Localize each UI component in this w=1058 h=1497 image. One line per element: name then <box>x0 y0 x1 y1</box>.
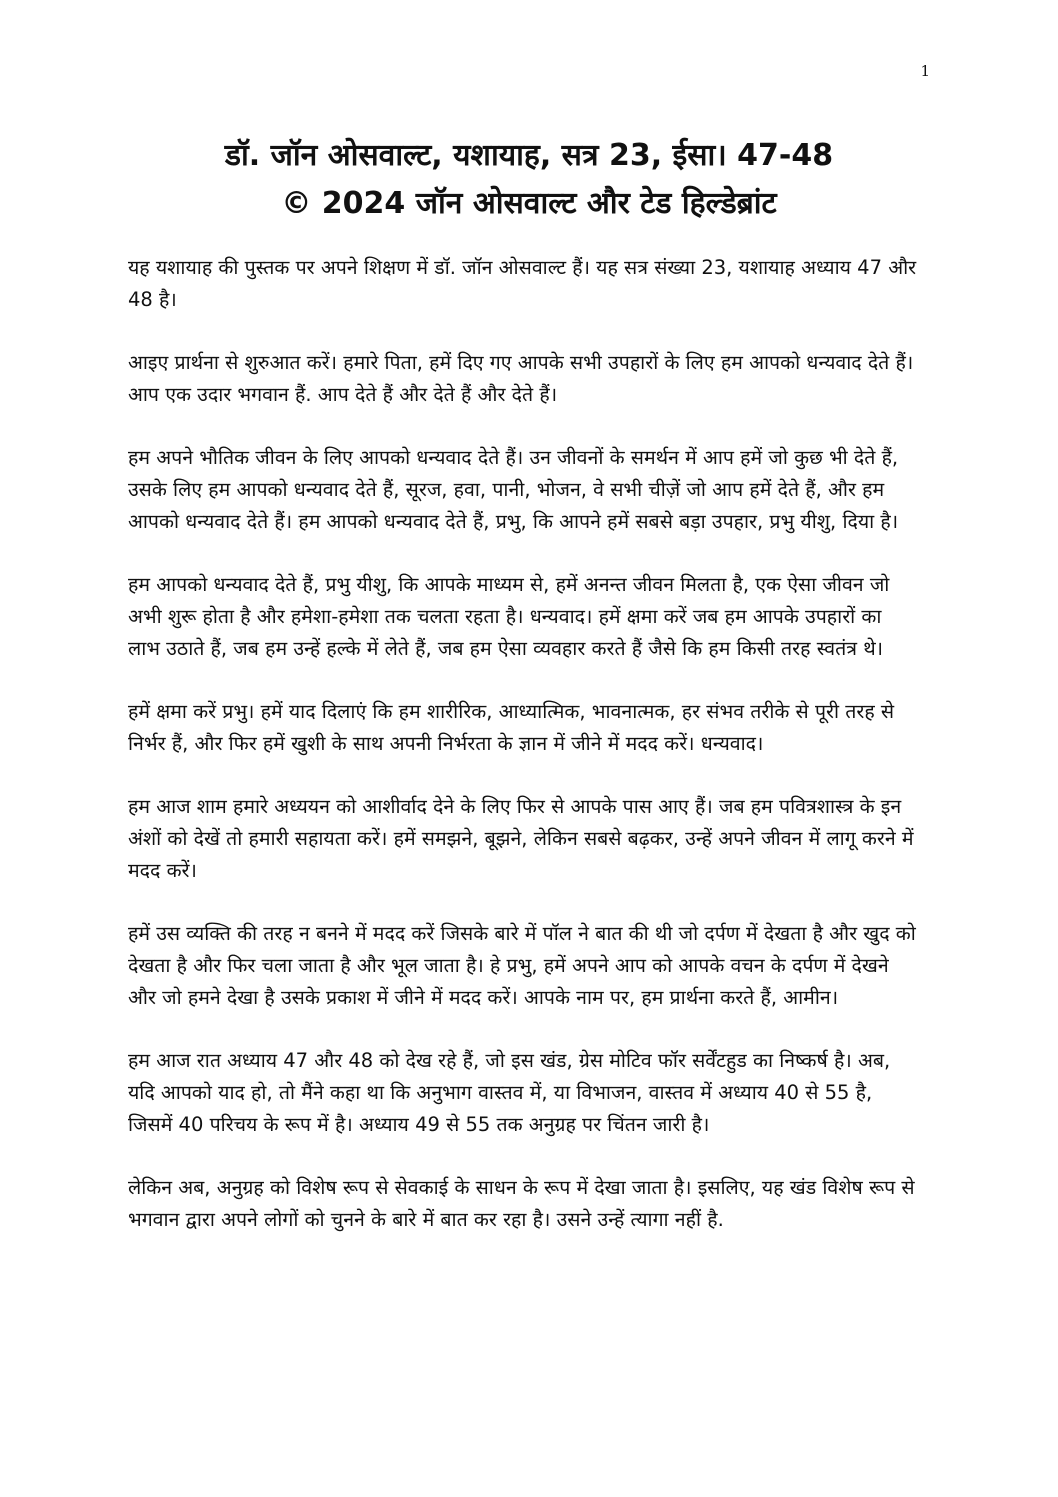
paragraph-1: यह यशायाह की पुस्तक पर अपने शिक्षण में डॉ. जॉन ओसवाल्ट हैं। यह सत्र संख्या 23, यशायाह अध्याय 47 और 48 है। <box>128 256 917 311</box>
paragraph-8: हम आज रात अध्याय 47 और 48 को देख रहे हैं, जो इस खंड, ग्रेस मोटिव फॉर सर्वेंटहुड का निष्कर्ष है। अब, यदि आपको याद हो, तो मैंने कहा था कि अनुभाग वास्तव में, या विभाजन, वास्तव में अध्याय 40 से 55 है, जिसमें 40 परिचय के रूप में है। अध्याय 49 से 55 तक अनुग्रह पर चिंतन जारी है। <box>128 1049 891 1136</box>
paragraph-5: हमें क्षमा करें प्रभु। हमें याद दिलाएं कि हम शारीरिक, आध्यात्मिक, भावनात्मक, हर संभव तरीके से पूरी तरह से निर्भर हैं, और फिर हमें खुशी के साथ अपनी निर्भरता के ज्ञान में जीने में मदद करें। धन्यवाद। <box>128 700 895 755</box>
paragraph-2: आइए प्रार्थना से शुरुआत करें। हमारे पिता, हमें दिए गए आपके सभी उपहारों के लिए हम आपको धन्यवाद देते हैं। आप एक उदार भगवान हैं. आप देते हैं और देते हैं और देते हैं। <box>128 351 914 406</box>
paragraph-4: हम आपको धन्यवाद देते हैं, प्रभु यीशु, कि आपके माध्यम से, हमें अनन्त जीवन मिलता है, एक ऐसा जीवन जो अभी शुरू होता है और हमेशा-हमेशा तक चलता रहता है। धन्यवाद। हमें क्षमा करें जब हम आपके उपहारों का लाभ उठाते हैं, जब हम उन्हें हल्के में लेते हैं, जब हम ऐसा व्यवहार करते हैं जैसे कि हम किसी तरह स्वतंत्र थे। <box>128 573 890 660</box>
paragraph-7: हमें उस व्यक्ति की तरह न बनने में मदद करें जिसके बारे में पॉल ने बात की थी जो दर्पण में देखता है और खुद को देखता है और फिर चला जाता है और भूल जाता है। हे प्रभु, हमें अपने आप को आपके वचन के दर्पण में देखने और जो हमने देखा है उसके प्रकाश में जीने में मदद करें। आपके नाम पर, हम प्रार्थना करते हैं, आमीन। <box>128 922 916 1009</box>
page-number: 1 <box>920 62 930 80</box>
title-line-2: © 2024 जॉन ओसवाल्ट और टेड हिल्डेब्रांट <box>281 186 777 221</box>
paragraph-6: हम आज शाम हमारे अध्ययन को आशीर्वाद देने के लिए फिर से आपके पास आए हैं। जब हम पवित्रशास्त्र के इन अंशों को देखें तो हमारी सहायता करें। हमें समझने, बूझने, लेकिन सबसे बढ़कर, उन्हें अपने जीवन में लागू करने में मदद करें। <box>128 795 914 882</box>
document-body <box>128 252 918 1267</box>
document-title <box>100 132 958 228</box>
title-line-1: डॉ. जॉन ओसवाल्ट, यशायाह, सत्र 23, ईसा। 47-48 <box>224 138 834 173</box>
paragraph-3: हम अपने भौतिक जीवन के लिए आपको धन्यवाद देते हैं। उन जीवनों के समर्थन में आप हमें जो कुछ भी देते हैं, उसके लिए हम आपको धन्यवाद देते हैं, सूरज, हवा, पानी, भोजन, वे सभी चीज़ें जो आप हमें देते हैं, और हम आपको धन्यवाद देते हैं। हम आपको धन्यवाद देते हैं, प्रभु, कि आपने हमें सबसे बड़ा उपहार, प्रभु यीशु, दिया है। <box>128 446 899 533</box>
paragraph-9: लेकिन अब, अनुग्रह को विशेष रूप से सेवकाई के साधन के रूप में देखा जाता है। इसलिए, यह खंड विशेष रूप से भगवान द्वारा अपने लोगों को चुनने के बारे में बात कर रहा है। उसने उन्हें त्यागा नहीं है. <box>128 1176 915 1231</box>
